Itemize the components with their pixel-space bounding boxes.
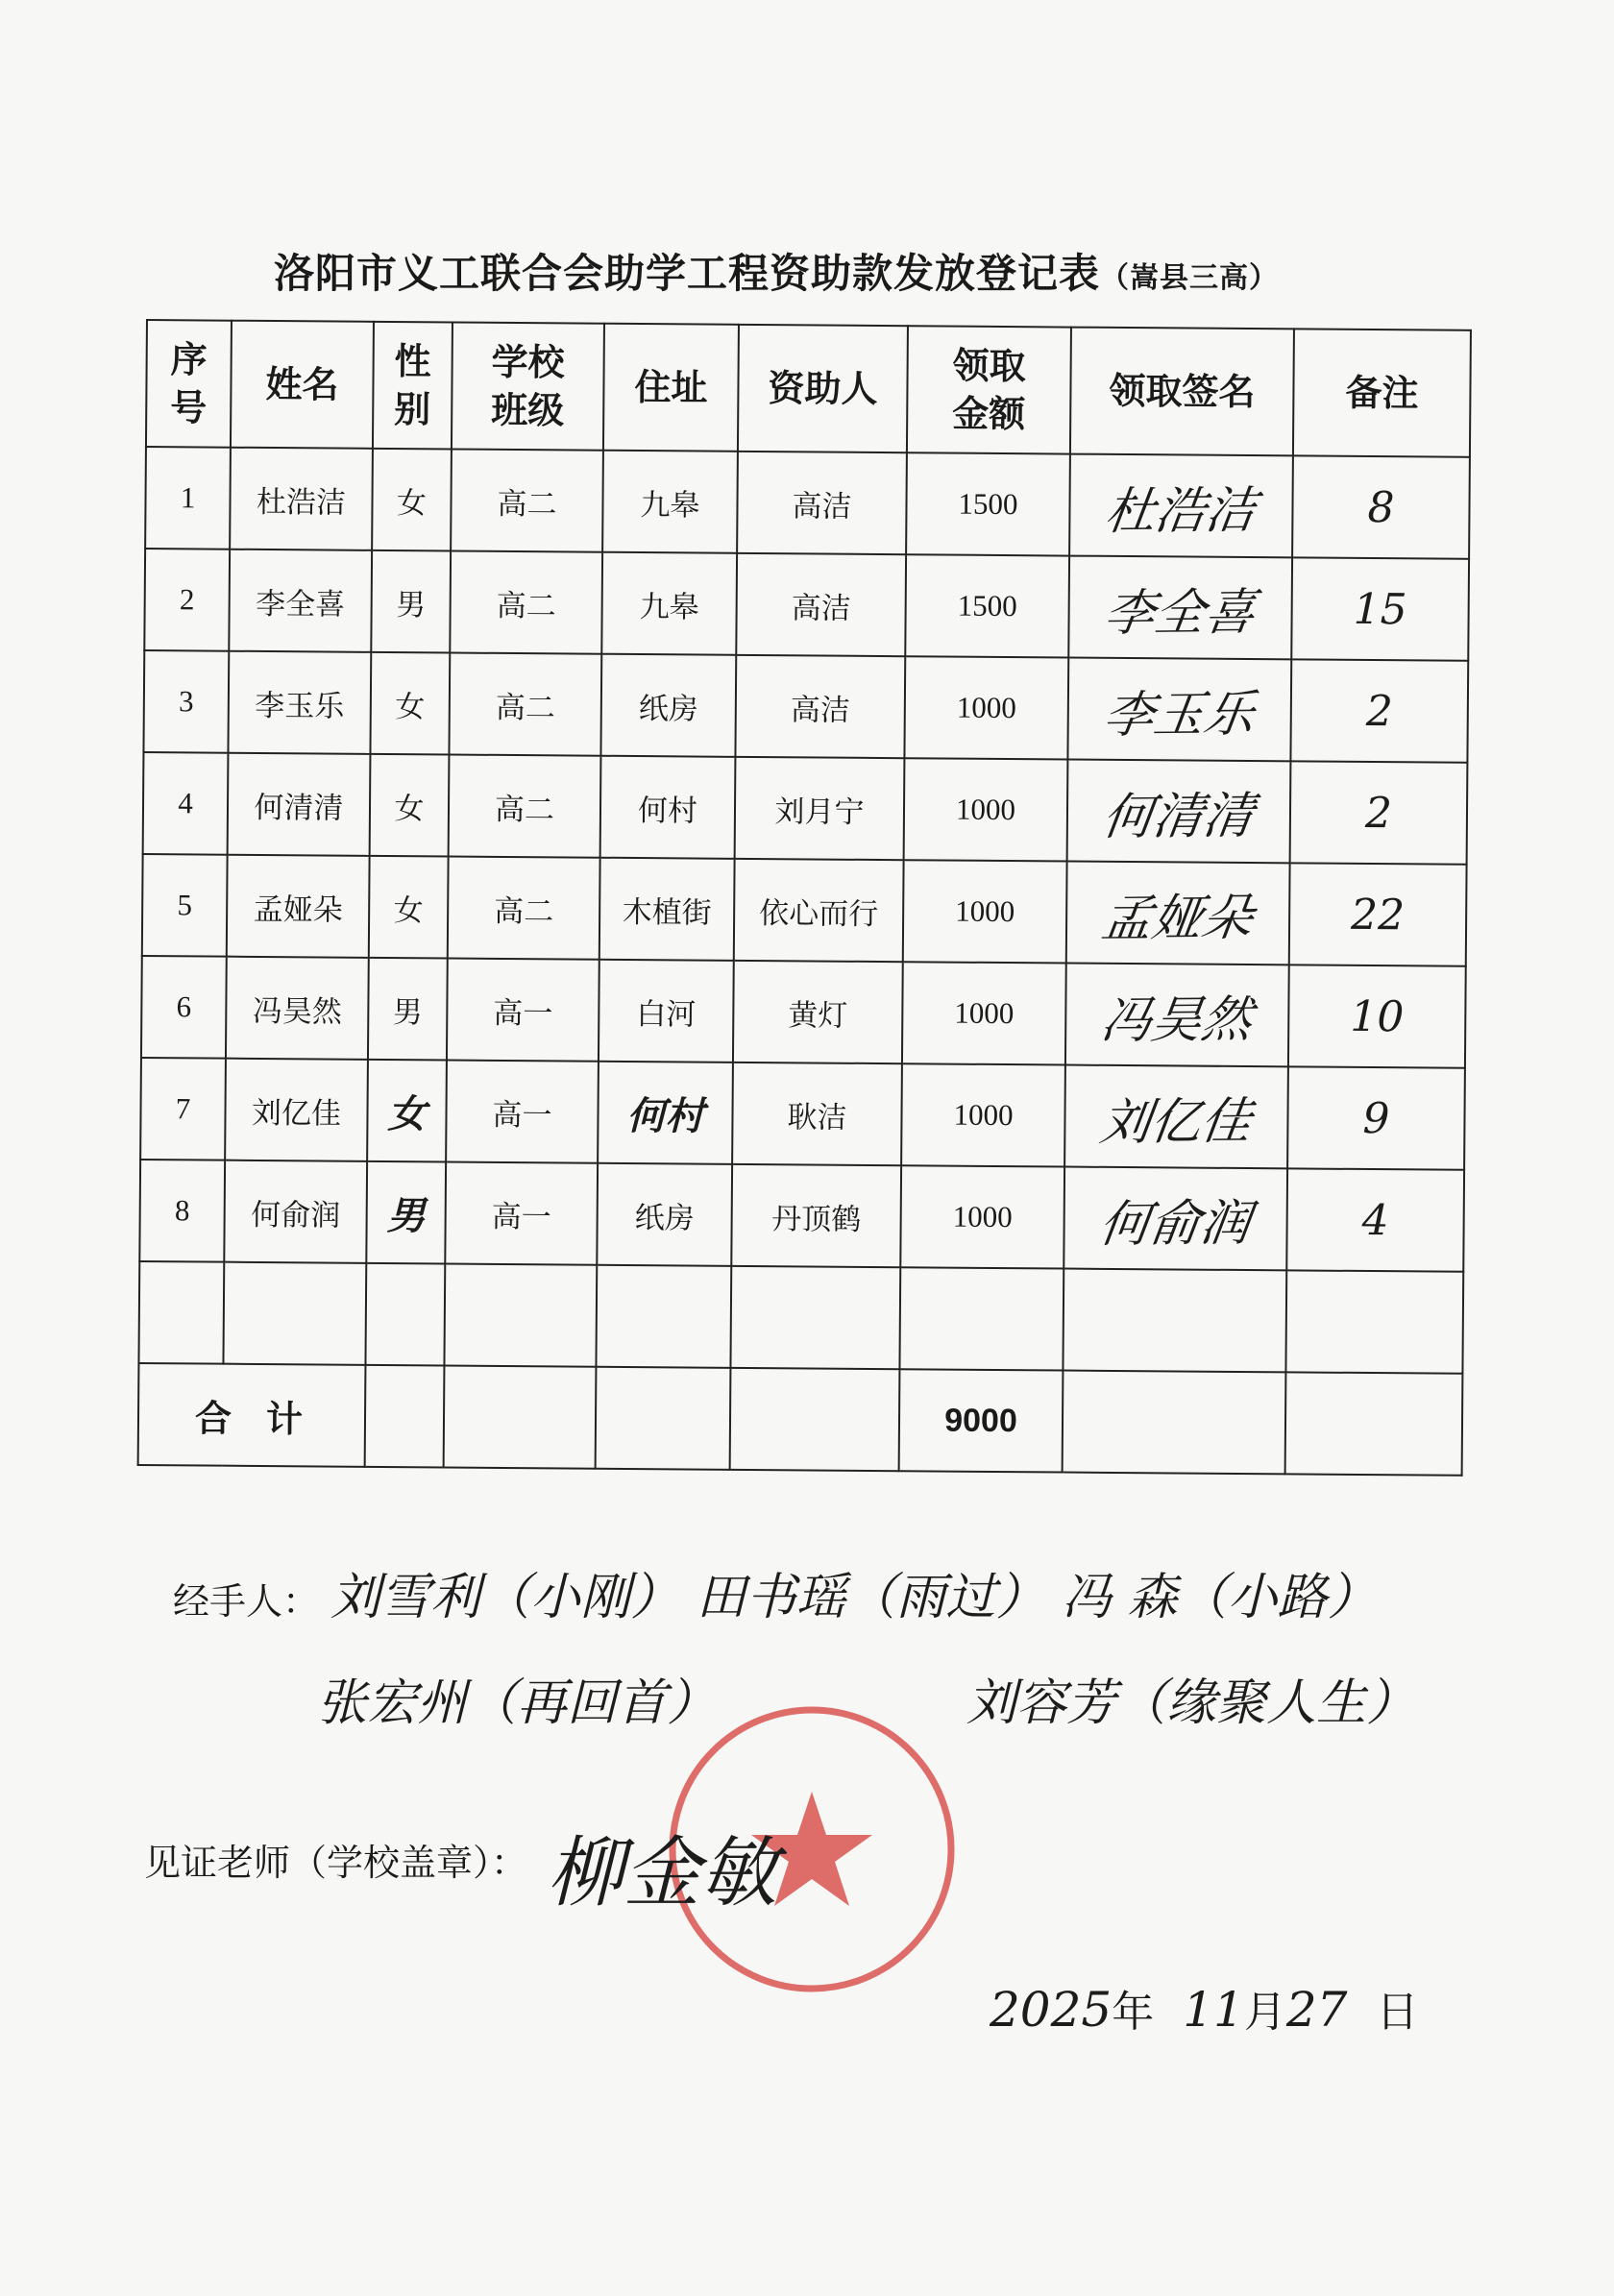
table-row	[142, 854, 1467, 966]
witness-label: 见证老师（学校盖章）：	[144, 1842, 528, 1884]
cell-amount: 1000	[902, 962, 1066, 1064]
cell-signature	[1065, 964, 1289, 1067]
title-text: 洛阳市义工联合会助学工程资助款发放登记表	[274, 250, 1101, 297]
cell-signature	[1064, 1167, 1287, 1271]
cell-seq: 6	[141, 956, 227, 1059]
cell-remark	[1291, 557, 1469, 660]
handwritten-remark: 9	[1362, 1093, 1390, 1143]
header-sponsor: 资助人	[738, 325, 908, 452]
cell-seq: 3	[143, 650, 229, 753]
blank-cell	[596, 1265, 731, 1368]
cell-gender: 女	[370, 652, 450, 755]
handwritten-remark: 22	[1350, 890, 1406, 940]
cell-amount: 1000	[901, 1063, 1065, 1166]
handwritten-remark: 15	[1353, 584, 1407, 634]
handwritten-remark: 2	[1364, 788, 1393, 838]
date-year-unit: 年	[1112, 1988, 1155, 2037]
total-row	[138, 1363, 1463, 1476]
table-row	[140, 1058, 1465, 1170]
header-class: 学校 班级	[452, 323, 604, 451]
handwritten-signature: 李玉乐	[1099, 685, 1259, 745]
cell-address: 白河	[599, 960, 734, 1063]
header-address: 住址	[603, 324, 739, 452]
cell-sponsor: 耿洁	[732, 1063, 902, 1165]
handlers-signatures: 刘雪利（小刚） 田书瑶（雨过） 冯 森（小路）	[330, 1569, 1378, 1626]
cell-gender: 男	[371, 550, 451, 653]
cell-sponsor: 刘月宁	[735, 757, 905, 860]
cell-seq: 2	[144, 549, 230, 651]
handwritten-signature: 何俞润	[1095, 1194, 1255, 1254]
handwritten-signature: 杜浩洁	[1101, 481, 1259, 541]
total-label: 合计	[138, 1363, 366, 1467]
blank-cell	[1063, 1371, 1286, 1475]
cell-class: 高一	[445, 1161, 598, 1264]
blank-row	[138, 1261, 1463, 1374]
cell-seq: 8	[139, 1160, 225, 1262]
cell-signature	[1068, 556, 1292, 660]
cell-name: 李全喜	[229, 550, 372, 652]
date-year: 2025	[990, 1982, 1113, 2038]
date-month-unit: 月	[1243, 1988, 1286, 2037]
cell-name: 何俞润	[224, 1160, 367, 1263]
blank-cell	[1285, 1372, 1463, 1475]
blank-cell	[365, 1263, 445, 1366]
cell-address: 九皋	[601, 552, 737, 655]
blank-cell	[596, 1367, 731, 1470]
cell-address	[598, 1062, 733, 1164]
cell-sponsor: 高洁	[735, 655, 905, 758]
handwritten-signature: 刘亿佳	[1096, 1092, 1255, 1152]
cell-name: 刘亿佳	[225, 1059, 368, 1161]
cell-address: 纸房	[597, 1163, 732, 1266]
cell-remark	[1290, 761, 1468, 864]
blank-cell	[1063, 1269, 1286, 1373]
handwritten-address: 何村	[626, 1092, 704, 1139]
handwritten-signature: 孟娅朵	[1098, 889, 1257, 948]
cell-signature	[1064, 1065, 1288, 1169]
cell-class: 高二	[449, 652, 601, 755]
header-signature: 领取签名	[1070, 328, 1294, 456]
cell-remark	[1288, 965, 1466, 1067]
cell-signature	[1067, 760, 1291, 864]
handwritten-gender: 男	[386, 1192, 426, 1238]
blank-cell	[365, 1365, 445, 1468]
cell-signature	[1067, 658, 1291, 762]
handlers-signature: 刘容芳（缘聚人生）	[966, 1674, 1417, 1732]
cell-signature	[1069, 454, 1293, 558]
cell-remark	[1292, 455, 1470, 558]
cell-address: 纸房	[600, 654, 736, 757]
cell-amount: 1500	[906, 452, 1070, 555]
handwritten-remark: 4	[1361, 1195, 1389, 1245]
cell-name: 李玉乐	[228, 651, 371, 754]
cell-gender: 女	[372, 449, 452, 551]
table-row	[139, 1160, 1464, 1272]
total-amount: 9000	[899, 1369, 1064, 1472]
page-title	[274, 242, 1279, 300]
cell-remark	[1289, 863, 1467, 965]
cell-seq: 4	[143, 752, 229, 855]
header-row	[146, 320, 1471, 457]
header-seq: 序 号	[146, 320, 232, 448]
handwritten-remark: 2	[1365, 686, 1394, 736]
cell-sponsor: 丹顶鹤	[731, 1164, 901, 1267]
witness-line	[144, 1811, 777, 1921]
cell-seq: 7	[140, 1058, 226, 1160]
cell-name: 冯昊然	[226, 957, 369, 1060]
handwritten-signature: 何清清	[1099, 787, 1258, 846]
cell-address: 何村	[600, 756, 736, 859]
blank-cell	[730, 1368, 900, 1471]
cell-class: 高二	[448, 856, 600, 959]
cell-remark	[1290, 659, 1468, 762]
blank-cell	[444, 1263, 597, 1366]
cell-class: 高二	[449, 754, 601, 857]
cell-amount: 1500	[905, 554, 1069, 657]
cell-remark	[1286, 1168, 1464, 1271]
cell-class: 高二	[450, 550, 602, 653]
cell-class: 高二	[451, 450, 603, 552]
cell-address: 木植街	[599, 858, 735, 961]
cell-signature	[1066, 862, 1290, 965]
cell-name: 杜浩洁	[230, 448, 373, 550]
cell-class: 高一	[447, 958, 599, 1061]
cell-name: 孟娅朵	[227, 855, 370, 958]
header-name: 姓名	[231, 321, 374, 449]
cell-seq: 5	[142, 854, 228, 957]
blank-cell	[444, 1365, 597, 1468]
date-line	[990, 1977, 1419, 2039]
date-day-unit: 日	[1376, 1988, 1419, 2037]
handwritten-signature: 冯昊然	[1097, 990, 1256, 1050]
handwritten-remark: 10	[1350, 991, 1405, 1041]
header-gender: 性 别	[373, 322, 452, 450]
cell-seq: 1	[145, 447, 231, 550]
registration-table	[137, 319, 1472, 1477]
cell-gender: 女	[370, 754, 450, 857]
cell-gender: 男	[368, 958, 448, 1061]
header-remark: 备注	[1293, 329, 1471, 456]
cell-gender	[367, 1060, 447, 1162]
cell-amount: 1000	[904, 656, 1068, 759]
blank-cell	[1285, 1270, 1463, 1373]
handlers-line	[173, 1556, 1378, 1628]
cell-amount: 1000	[904, 758, 1068, 861]
cell-name: 何清清	[228, 753, 371, 856]
handwritten-gender: 女	[387, 1090, 427, 1136]
cell-sponsor: 高洁	[737, 452, 907, 554]
blank-cell	[899, 1267, 1064, 1370]
table-row	[144, 549, 1469, 661]
handwritten-signature: 李全喜	[1100, 583, 1259, 643]
cell-sponsor: 依心而行	[734, 859, 904, 962]
blank-cell	[223, 1262, 366, 1365]
table-row	[141, 956, 1466, 1068]
handlers-signature: 张宏州（再回首）	[317, 1674, 718, 1732]
header-amount: 领取 金额	[907, 326, 1071, 453]
title-subtitle: （嵩县三高）	[1100, 261, 1280, 295]
table-row	[143, 752, 1468, 865]
date-day: 27	[1285, 1982, 1348, 2038]
handwritten-remark: 8	[1367, 482, 1395, 532]
cell-remark	[1287, 1066, 1465, 1169]
cell-amount: 1000	[900, 1165, 1064, 1268]
cell-address: 九皋	[602, 451, 738, 553]
date-month: 11	[1183, 1982, 1244, 2038]
cell-class: 高一	[446, 1060, 599, 1162]
table-row	[143, 650, 1468, 763]
cell-gender	[366, 1161, 446, 1264]
cell-gender: 女	[369, 856, 449, 959]
blank-cell	[730, 1266, 900, 1369]
table-row	[145, 447, 1470, 559]
cell-sponsor: 黄灯	[733, 961, 903, 1063]
witness-signature: 柳金敏	[547, 1828, 778, 1917]
cell-amount: 1000	[903, 860, 1067, 963]
handlers-label: 经手人：	[173, 1580, 320, 1623]
cell-sponsor: 高洁	[736, 553, 906, 656]
blank-cell	[138, 1261, 224, 1364]
